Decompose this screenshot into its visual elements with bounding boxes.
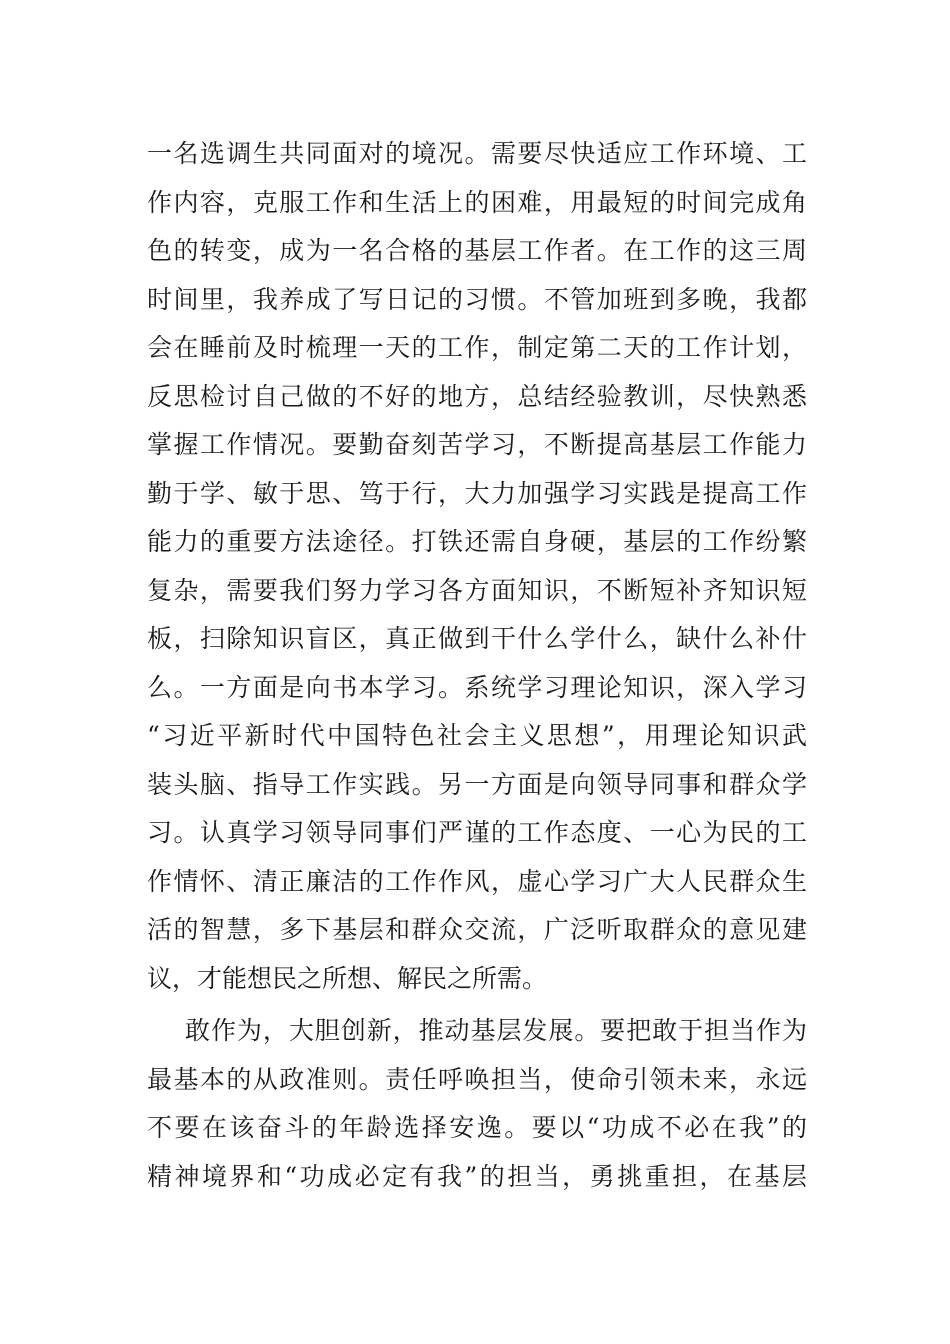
text-line: 勤于学、敏于思、笃于行，大力加强学习实践是提高工作 (147, 478, 807, 508)
paragraph-2 (147, 1007, 807, 1201)
text-line: 敢作为，大胆创新，推动基层发展。要把敢于担当作为 (185, 1016, 807, 1045)
text-line: 能力的重要方法途径。打铁还需自身硬，基层的工作纷繁 (147, 527, 807, 556)
text-line: 作内容，克服工作和生活上的困难，用最短的时间完成角 (147, 187, 807, 217)
text-line: 精神境界和“功成必定有我”的担当，勇挑重担，在基层 (147, 1161, 807, 1191)
text-line: 复杂，需要我们努力学习各方面知识，不断短补齐知识短 (147, 575, 807, 605)
text-line: 作情怀、清正廉洁的工作作风，虚心学习广大人民群众生 (147, 866, 807, 896)
text-line: 习。认真学习领导同事们严谨的工作态度、一心为民的工 (147, 818, 807, 847)
text-line: 掌握工作情况。要勤奋刻苦学习，不断提高基层工作能力 (147, 430, 807, 459)
text-line: 板，扫除知识盲区，真正做到干什么学什么，缺什么补什 (147, 624, 807, 653)
text-line: 装头脑、指导工作实践。另一方面是向领导同事和群众学 (147, 769, 807, 799)
paragraph-1 (147, 130, 807, 1003)
text-line: 一名选调生共同面对的境况。需要尽快适应工作环境、工 (147, 139, 807, 168)
text-line: 会在睡前及时梳理一天的工作，制定第二天的工作计划， (147, 333, 807, 362)
text-line: 最基本的从政准则。责任呼唤担当，使命引领未来，永远 (147, 1064, 807, 1094)
text-line: “习近平新时代中国特色社会主义思想”，用理论知识武 (147, 721, 807, 750)
text-line: 么。一方面是向书本学习。系统学习理论知识，深入学习 (147, 672, 807, 702)
text-line: 时间里，我养成了写日记的习惯。不管加班到多晚，我都 (147, 284, 807, 314)
text-line: 色的转变，成为一名合格的基层工作者。在工作的这三周 (147, 236, 807, 265)
text-line: 活的智慧，多下基层和群众交流，广泛听取群众的意见建 (147, 915, 807, 944)
text-line: 反思检讨自己做的不好的地方，总结经验教训，尽快熟悉 (147, 381, 807, 411)
document-body (147, 130, 807, 1201)
text-line: 不要在该奋斗的年龄选择安逸。要以“功成不必在我”的 (147, 1113, 807, 1142)
text-line: 议，才能想民之所想、解民之所需。 (147, 963, 548, 993)
